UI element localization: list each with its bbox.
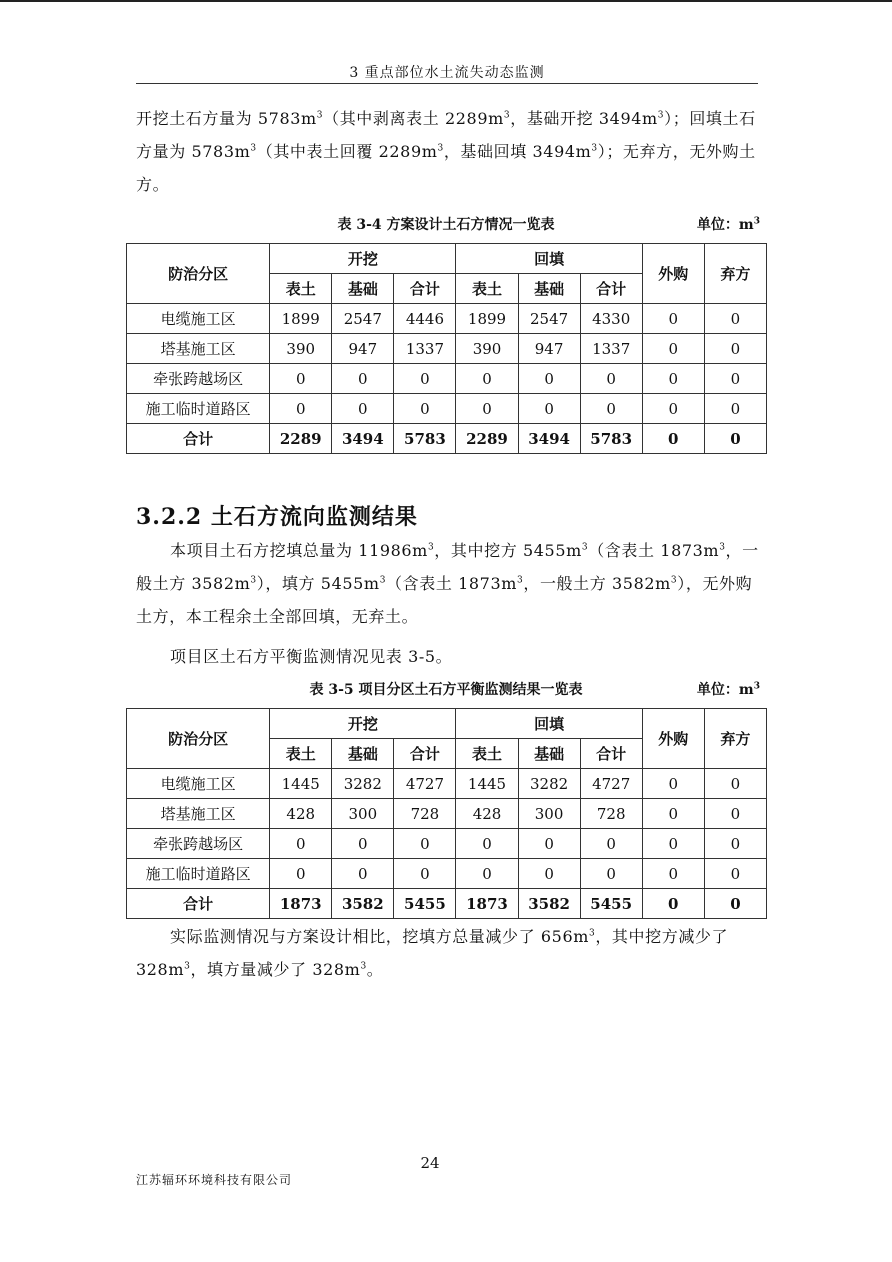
value-cell: 5455	[580, 889, 642, 919]
value-cell: 3494	[332, 424, 394, 454]
value-cell: 0	[270, 859, 332, 889]
value-cell: 0	[332, 394, 394, 424]
value-cell: 0	[456, 829, 518, 859]
header-spoil: 弃方	[704, 709, 766, 769]
table-row	[127, 859, 767, 889]
value-cell: 428	[456, 799, 518, 829]
subheader-cell: 合计	[580, 274, 642, 304]
value-cell: 2547	[332, 304, 394, 334]
top-border	[0, 0, 892, 2]
value-cell: 5783	[394, 424, 456, 454]
value-cell: 0	[642, 364, 704, 394]
value-cell: 0	[518, 394, 580, 424]
zone-cell: 施工临时道路区	[127, 394, 270, 424]
value-cell: 0	[704, 424, 766, 454]
value-cell: 2289	[270, 424, 332, 454]
value-cell: 0	[580, 364, 642, 394]
header-excavation: 开挖	[270, 709, 456, 739]
value-cell: 0	[642, 799, 704, 829]
value-cell: 0	[518, 829, 580, 859]
value-cell: 1899	[456, 304, 518, 334]
value-cell: 0	[270, 364, 332, 394]
zone-cell: 牵张跨越场区	[127, 364, 270, 394]
value-cell: 0	[642, 769, 704, 799]
value-cell: 0	[518, 859, 580, 889]
section-heading: 3.2.2 土石方流向监测结果	[136, 504, 418, 530]
results-paragraph: 本项目土石方挖填总量为 $11986m^3$，其中挖方 $5455m^3$（含表土 $1873m^3$，一般土方 $3582m^3$），填方 $5455m^3$（含表土 $1873m^3$，一般土方 $3582m^3$），无外购土方，本工程余土全部回填，无弃土。	[136, 541, 759, 626]
value-cell: 1873	[456, 889, 518, 919]
value-cell: 0	[394, 394, 456, 424]
value-cell: 1445	[270, 769, 332, 799]
earthwork-design-table	[126, 243, 767, 454]
value-cell: 0	[704, 394, 766, 424]
header-purchase: 外购	[642, 709, 704, 769]
table-caption: 表 3-5 项目分区土石方平衡监测结果一览表	[309, 682, 583, 698]
zone-cell: 电缆施工区	[127, 769, 270, 799]
subheader-cell: 合计	[394, 739, 456, 769]
zone-cell: 塔基施工区	[127, 334, 270, 364]
running-header: 3 重点部位水土流失动态监测	[349, 65, 545, 81]
value-cell: 0	[704, 334, 766, 364]
value-cell: 390	[270, 334, 332, 364]
value-cell: 2547	[518, 304, 580, 334]
comparison-paragraph: 实际监测情况与方案设计相比，挖填方总量减少了 $656m^3$，其中挖方减少了 $328m^3$，填方量减少了 $328m^3$。	[136, 927, 729, 979]
value-cell: 3282	[332, 769, 394, 799]
value-cell: 3494	[518, 424, 580, 454]
table-row	[127, 829, 767, 859]
value-cell: 0	[270, 394, 332, 424]
subheader-cell: 表土	[456, 739, 518, 769]
subheader-cell: 基础	[332, 739, 394, 769]
header-backfill: 回填	[456, 244, 642, 274]
value-cell: 4727	[394, 769, 456, 799]
value-cell: 3282	[518, 769, 580, 799]
table-row	[127, 364, 767, 394]
table-total-row	[127, 424, 767, 454]
value-cell: 0	[642, 334, 704, 364]
table-row	[127, 769, 767, 799]
value-cell: 0	[394, 364, 456, 394]
header-zone: 防治分区	[127, 244, 270, 304]
page-number: 24	[420, 1154, 440, 1172]
subheader-cell: 表土	[270, 274, 332, 304]
value-cell: 0	[704, 889, 766, 919]
value-cell: 0	[704, 769, 766, 799]
table-unit: 单位：$m^3$	[696, 216, 760, 233]
header-backfill: 回填	[456, 709, 642, 739]
value-cell: 0	[456, 859, 518, 889]
value-cell: 0	[332, 859, 394, 889]
value-cell: 300	[332, 799, 394, 829]
header-excavation: 开挖	[270, 244, 456, 274]
zone-cell: 施工临时道路区	[127, 859, 270, 889]
value-cell: 0	[456, 394, 518, 424]
value-cell: 3582	[332, 889, 394, 919]
zone-cell: 塔基施工区	[127, 799, 270, 829]
table-row	[127, 334, 767, 364]
zone-cell: 牵张跨越场区	[127, 829, 270, 859]
zone-cell: 合计	[127, 424, 270, 454]
subheader-cell: 表土	[456, 274, 518, 304]
header-zone: 防治分区	[127, 709, 270, 769]
value-cell: 0	[704, 859, 766, 889]
subheader-cell: 合计	[394, 274, 456, 304]
value-cell: 4727	[580, 769, 642, 799]
header-spoil: 弃方	[704, 244, 766, 304]
value-cell: 1337	[394, 334, 456, 364]
value-cell: 0	[456, 364, 518, 394]
value-cell: 0	[704, 364, 766, 394]
footer-company: 江苏辐环环境科技有限公司	[136, 1173, 293, 1187]
reference-paragraph: 项目区土石方平衡监测情况见表 3-5。	[170, 647, 453, 666]
value-cell: 1899	[270, 304, 332, 334]
value-cell: 0	[704, 799, 766, 829]
subheader-cell: 基础	[332, 274, 394, 304]
value-cell: 0	[580, 394, 642, 424]
value-cell: 0	[394, 829, 456, 859]
value-cell: 0	[270, 829, 332, 859]
table-total-row	[127, 889, 767, 919]
value-cell: 5783	[580, 424, 642, 454]
earthwork-monitoring-table	[126, 708, 767, 919]
table-row	[127, 799, 767, 829]
subheader-cell: 基础	[518, 274, 580, 304]
value-cell: 0	[642, 829, 704, 859]
value-cell: 4446	[394, 304, 456, 334]
value-cell: 1445	[456, 769, 518, 799]
value-cell: 947	[518, 334, 580, 364]
header-purchase: 外购	[642, 244, 704, 304]
value-cell: 728	[394, 799, 456, 829]
value-cell: 947	[332, 334, 394, 364]
value-cell: 4330	[580, 304, 642, 334]
value-cell: 0	[518, 364, 580, 394]
value-cell: 0	[642, 889, 704, 919]
value-cell: 0	[580, 829, 642, 859]
value-cell: 3582	[518, 889, 580, 919]
value-cell: 0	[704, 829, 766, 859]
subheader-cell: 合计	[580, 739, 642, 769]
value-cell: 0	[642, 304, 704, 334]
table-caption: 表 3-4 方案设计土石方情况一览表	[337, 217, 555, 233]
table-row	[127, 394, 767, 424]
value-cell: 0	[704, 304, 766, 334]
zone-cell: 电缆施工区	[127, 304, 270, 334]
value-cell: 0	[642, 394, 704, 424]
value-cell: 0	[332, 829, 394, 859]
value-cell: 390	[456, 334, 518, 364]
value-cell: 2289	[456, 424, 518, 454]
table-unit: 单位：$m^3$	[696, 681, 760, 698]
intro-paragraph: 开挖土石方量为 $5783m^3$（其中剥离表土 $2289m^3$，基础开挖 $3494m^3$）；回填土石方量为 $5783m^3$（其中表土回覆 $2289m^3$，基础回填 $3494m^3$）；无弃方，无外购土方。	[136, 109, 756, 194]
value-cell: 428	[270, 799, 332, 829]
value-cell: 728	[580, 799, 642, 829]
value-cell: 0	[394, 859, 456, 889]
value-cell: 1337	[580, 334, 642, 364]
header-rule	[136, 83, 758, 84]
subheader-cell: 表土	[270, 739, 332, 769]
zone-cell: 合计	[127, 889, 270, 919]
table-row	[127, 304, 767, 334]
value-cell: 5455	[394, 889, 456, 919]
value-cell: 0	[580, 859, 642, 889]
value-cell: 0	[642, 859, 704, 889]
subheader-cell: 基础	[518, 739, 580, 769]
value-cell: 300	[518, 799, 580, 829]
value-cell: 0	[642, 424, 704, 454]
value-cell: 0	[332, 364, 394, 394]
value-cell: 1873	[270, 889, 332, 919]
